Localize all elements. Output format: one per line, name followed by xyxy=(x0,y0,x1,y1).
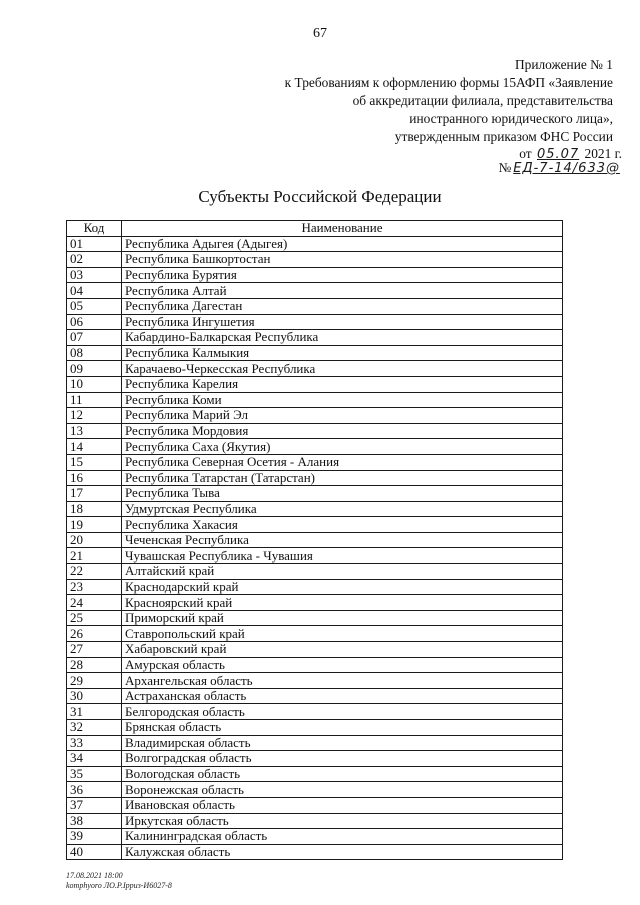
table-row xyxy=(67,236,563,252)
appendix-line: утвержденным приказом ФНС России xyxy=(394,129,613,144)
table-row xyxy=(67,610,563,626)
subject-code-cell: 21 xyxy=(67,548,122,564)
subject-name-cell: Республика Северная Осетия - Алания xyxy=(122,454,563,470)
subject-code-cell: 04 xyxy=(67,283,122,299)
table-row xyxy=(67,283,563,299)
subject-name-cell: Республика Хакасия xyxy=(122,517,563,533)
name-column-header: Наименование xyxy=(122,221,563,237)
subject-code-cell: 11 xyxy=(67,392,122,408)
print-footer xyxy=(66,871,172,891)
table-header-row xyxy=(67,221,563,237)
subject-code-cell: 36 xyxy=(67,782,122,798)
footer-timestamp: 17.08.2021 18:00 xyxy=(66,871,123,880)
code-column-header: Код xyxy=(67,221,122,237)
table-row xyxy=(67,673,563,689)
subject-code-cell: 22 xyxy=(67,564,122,580)
order-number xyxy=(498,160,622,176)
subject-name-cell: Амурская область xyxy=(122,657,563,673)
footer-file-path: komphyoro ЛО.Р.Ірриз-И6027-8 xyxy=(66,881,172,890)
table-row xyxy=(67,252,563,268)
table-row xyxy=(67,439,563,455)
subject-code-cell: 32 xyxy=(67,720,122,736)
subject-code-cell: 05 xyxy=(67,298,122,314)
handwritten-date: 05.07 xyxy=(536,147,580,162)
subject-name-cell: Республика Алтай xyxy=(122,283,563,299)
subject-name-cell: Республика Калмыкия xyxy=(122,345,563,361)
subject-name-cell: Чеченская Республика xyxy=(122,532,563,548)
subject-code-cell: 17 xyxy=(67,486,122,502)
subject-code-cell: 37 xyxy=(67,797,122,813)
table-row xyxy=(67,392,563,408)
subject-name-cell: Архангельская область xyxy=(122,673,563,689)
subject-code-cell: 09 xyxy=(67,361,122,377)
number-prefix: № xyxy=(498,160,512,175)
table-row xyxy=(67,720,563,736)
appendix-line: Приложение № 1 xyxy=(514,57,613,72)
table-row xyxy=(67,298,563,314)
subject-code-cell: 23 xyxy=(67,579,122,595)
subject-name-cell: Республика Тыва xyxy=(122,486,563,502)
subject-code-cell: 38 xyxy=(67,813,122,829)
subject-name-cell: Приморский край xyxy=(122,610,563,626)
subject-name-cell: Вологодская область xyxy=(122,766,563,782)
subject-code-cell: 24 xyxy=(67,595,122,611)
subject-name-cell: Республика Адыгея (Адыгея) xyxy=(122,236,563,252)
subject-code-cell: 01 xyxy=(67,236,122,252)
table-row xyxy=(67,829,563,845)
subject-code-cell: 25 xyxy=(67,610,122,626)
subject-name-cell: Белгородская область xyxy=(122,704,563,720)
table-row xyxy=(67,595,563,611)
subject-code-cell: 40 xyxy=(67,844,122,860)
table-row xyxy=(67,501,563,517)
table-row xyxy=(67,657,563,673)
table-row xyxy=(67,454,563,470)
appendix-header xyxy=(285,56,613,146)
subject-code-cell: 16 xyxy=(67,470,122,486)
subject-name-cell: Республика Бурятия xyxy=(122,267,563,283)
table-row xyxy=(67,844,563,860)
table-row xyxy=(67,579,563,595)
date-prefix: от xyxy=(519,146,532,161)
subject-code-cell: 30 xyxy=(67,688,122,704)
subject-code-cell: 14 xyxy=(67,439,122,455)
subject-code-cell: 39 xyxy=(67,829,122,845)
subject-code-cell: 27 xyxy=(67,642,122,658)
table-row xyxy=(67,267,563,283)
subjects-table xyxy=(66,220,563,860)
subject-name-cell: Чувашская Республика - Чувашия xyxy=(122,548,563,564)
table-row xyxy=(67,642,563,658)
appendix-line: к Требованиям к оформлению формы 15АФП «Заявление xyxy=(284,75,613,90)
subject-name-cell: Республика Саха (Якутия) xyxy=(122,439,563,455)
subject-name-cell: Брянская область xyxy=(122,720,563,736)
subject-name-cell: Ивановская область xyxy=(122,797,563,813)
handwritten-number: ЕД-7-14/633@ xyxy=(513,161,620,176)
table-row xyxy=(67,423,563,439)
subject-name-cell: Республика Дагестан xyxy=(122,298,563,314)
document-title: Субъекты Российской Федерации xyxy=(198,187,442,206)
subject-name-cell: Краснодарский край xyxy=(122,579,563,595)
subject-name-cell: Волгоградская область xyxy=(122,751,563,767)
subject-name-cell: Карачаево-Черкесская Республика xyxy=(122,361,563,377)
subject-code-cell: 26 xyxy=(67,626,122,642)
subject-code-cell: 34 xyxy=(67,751,122,767)
table-row xyxy=(67,688,563,704)
subject-name-cell: Алтайский край xyxy=(122,564,563,580)
subject-code-cell: 33 xyxy=(67,735,122,751)
subject-code-cell: 13 xyxy=(67,423,122,439)
subject-code-cell: 20 xyxy=(67,532,122,548)
subject-code-cell: 35 xyxy=(67,766,122,782)
subject-code-cell: 02 xyxy=(67,252,122,268)
table-row xyxy=(67,564,563,580)
table-row xyxy=(67,782,563,798)
subject-name-cell: Республика Татарстан (Татарстан) xyxy=(122,470,563,486)
subject-name-cell: Республика Марий Эл xyxy=(122,408,563,424)
table-row xyxy=(67,470,563,486)
table-row xyxy=(67,330,563,346)
subject-name-cell: Воронежская область xyxy=(122,782,563,798)
subject-name-cell: Республика Коми xyxy=(122,392,563,408)
subject-code-cell: 31 xyxy=(67,704,122,720)
table-body xyxy=(67,236,563,860)
subject-code-cell: 06 xyxy=(67,314,122,330)
table-row xyxy=(67,376,563,392)
table-row xyxy=(67,797,563,813)
page-number: 67 xyxy=(313,26,327,41)
table-row xyxy=(67,548,563,564)
subject-code-cell: 07 xyxy=(67,330,122,346)
table-row xyxy=(67,813,563,829)
subject-name-cell: Хабаровский край xyxy=(122,642,563,658)
subject-name-cell: Астраханская область xyxy=(122,688,563,704)
subject-name-cell: Республика Карелия xyxy=(122,376,563,392)
subject-name-cell: Калининградская область xyxy=(122,829,563,845)
table-row xyxy=(67,361,563,377)
table-row xyxy=(67,314,563,330)
table-row xyxy=(67,704,563,720)
appendix-line: об аккредитации филиала, представительства xyxy=(352,93,613,108)
subject-code-cell: 15 xyxy=(67,454,122,470)
table-row xyxy=(67,408,563,424)
subject-code-cell: 12 xyxy=(67,408,122,424)
subject-name-cell: Калужская область xyxy=(122,844,563,860)
subject-name-cell: Владимирская область xyxy=(122,735,563,751)
subject-name-cell: Удмуртская Республика xyxy=(122,501,563,517)
appendix-line: иностранного юридического лица», xyxy=(409,111,613,126)
subject-code-cell: 03 xyxy=(67,267,122,283)
subject-code-cell: 19 xyxy=(67,517,122,533)
subject-name-cell: Красноярский край xyxy=(122,595,563,611)
subject-code-cell: 29 xyxy=(67,673,122,689)
subject-name-cell: Иркутская область xyxy=(122,813,563,829)
table-row xyxy=(67,486,563,502)
subject-name-cell: Республика Ингушетия xyxy=(122,314,563,330)
subject-code-cell: 28 xyxy=(67,657,122,673)
table-row xyxy=(67,626,563,642)
date-suffix: 2021 г. xyxy=(584,146,622,161)
table-row xyxy=(67,532,563,548)
subject-code-cell: 10 xyxy=(67,376,122,392)
subject-code-cell: 08 xyxy=(67,345,122,361)
subject-name-cell: Ставропольский край xyxy=(122,626,563,642)
table-row xyxy=(67,735,563,751)
subject-code-cell: 18 xyxy=(67,501,122,517)
table-row xyxy=(67,766,563,782)
table-row xyxy=(67,345,563,361)
subject-name-cell: Кабардино-Балкарская Республика xyxy=(122,330,563,346)
subject-name-cell: Республика Мордовия xyxy=(122,423,563,439)
table-row xyxy=(67,517,563,533)
table-row xyxy=(67,751,563,767)
subject-name-cell: Республика Башкортостан xyxy=(122,252,563,268)
